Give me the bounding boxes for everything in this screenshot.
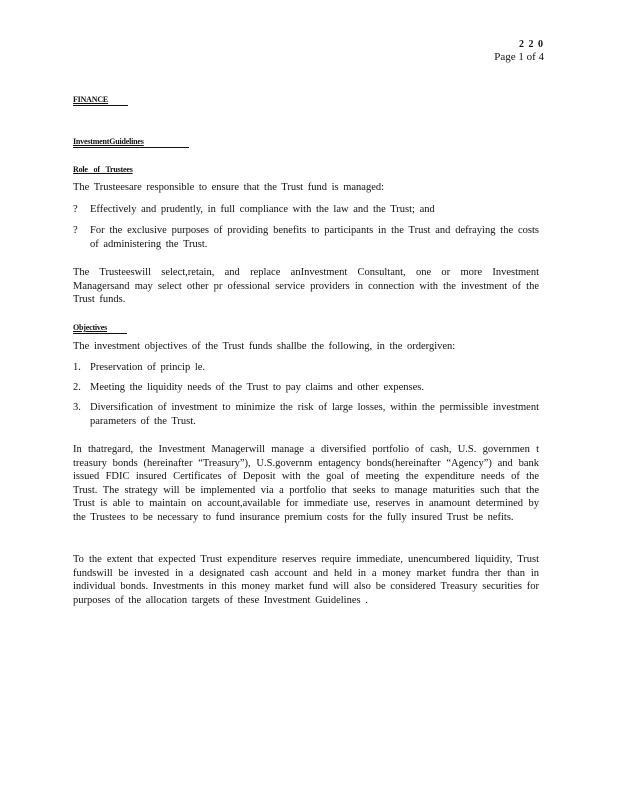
page-number: Page 1 of 4 <box>494 51 544 63</box>
objectives-intro: The investment objectives of the Trust funds shallbe the following, in the ordergiven: <box>73 341 456 352</box>
subsection-title: InvestmentGuidelines <box>73 137 144 146</box>
bullet-text: Effectively and prudently, in full compliance with the law and the Trust; and <box>90 204 435 215</box>
item-number: 2. <box>73 382 81 393</box>
section-title-underline <box>73 105 128 106</box>
policy-code: 2 2 0 <box>519 39 544 50</box>
list-item <box>73 361 539 375</box>
role-paragraph: The Trusteeswill select,retain, and replace anInvestment Consultant, one or more Investment Managersand may select other pr ofessional service providers in connection with the investment of the Trust funds. <box>73 267 539 305</box>
liquidity-paragraph: To the extent that expected Trust expenditure reserves require immediate, unencumbered liquidity, Trust fundswill be invested in a designated cash account and held in a money market fundra ther than in individual bonds. Investments in this money market fund will also be considered Treasury securities for purposes of the allocation targets of these Investment Guidelines . <box>73 554 539 606</box>
portfolio-paragraph: In thatregard, the Investment Managerwill manage a diversified portfolio of cash, U.S. governmen t treasury bonds (hereinafter “Treasury”), U.S.governm entagency bonds(hereinafter “Agency”) and bank issued FDIC insured Certificates of Deposit with the goal of meeting the expenditure needs of the Trust. The strategy will be implemented via a portfolio that seeks to manage maturities such that the Trust is able to maintain on account,available for immediate use, reserves in anamount determined by the Trustees to be necessary to fund insurance premium costs for the fully insured Trust be nefits. <box>73 444 539 523</box>
item-text: Diversification of investment to minimize the risk of large losses, within the permissible investment parameters of the Trust. <box>90 402 539 427</box>
role-heading: Role of Trustees <box>73 165 133 174</box>
item-number: 1. <box>73 362 81 373</box>
objectives-heading-underline <box>73 333 127 334</box>
item-text: Meeting the liquidity needs of the Trust to pay claims and other expenses. <box>90 382 424 393</box>
list-item <box>73 224 539 251</box>
item-text: Preservation of princip le. <box>90 362 206 373</box>
bullet-marker: ? <box>73 225 78 236</box>
bullet-text: For the exclusive purposes of providing benefits to participants in the Trust and defraying the costs of administering the Trust. <box>90 225 539 250</box>
list-item <box>73 381 539 395</box>
item-number: 3. <box>73 402 81 413</box>
objectives-heading: Objectives <box>73 323 107 332</box>
list-item <box>73 203 539 217</box>
list-item <box>73 401 539 428</box>
role-intro: The Trusteesare responsible to ensure that the Trust fund is managed: <box>73 182 385 193</box>
bullet-marker: ? <box>73 204 78 215</box>
section-title: FINANCE <box>73 95 109 104</box>
subsection-title-underline <box>73 147 189 148</box>
